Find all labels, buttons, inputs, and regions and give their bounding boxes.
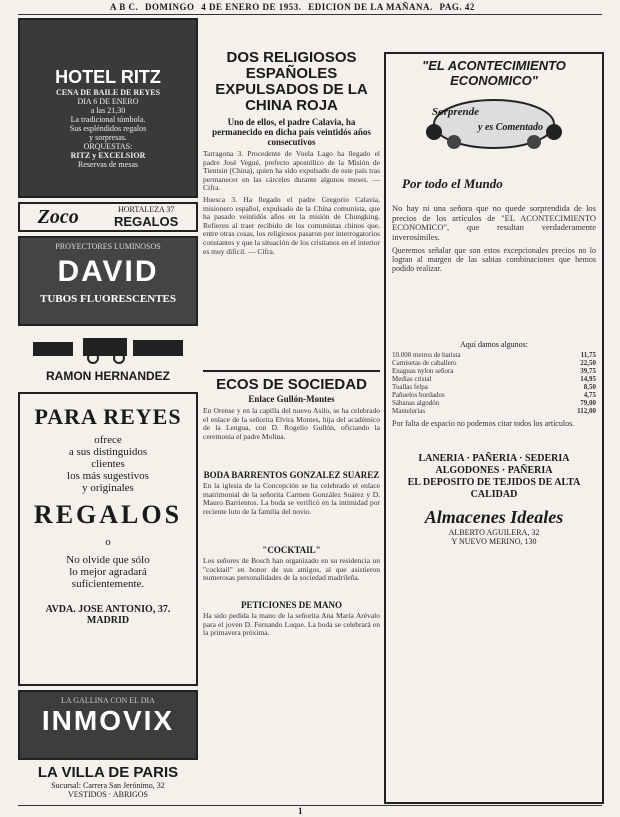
hotel-event: CENA DE BAILE DE REYES bbox=[55, 88, 161, 97]
ad-body: No hay ni una señora que no quede sorprendida de los precios de los artículos de "EL ACONTECIMIENTO ECONOMICO", que resultan verdaderamente inverosímiles. bbox=[392, 203, 596, 242]
zoco-brand: Zoco bbox=[37, 205, 79, 228]
reyes-line: lo mejor agradará bbox=[69, 566, 147, 578]
hotel-ritz-ad bbox=[18, 18, 198, 198]
article1-paragraph: Tarragona 3. Procedente de Vuela Lago ha llegado el padre José Vegué, prefecto apostólico de la Misión de Tientsin (China), quien ha sido expulsado de este país tras permanecer en las cárceles durante algunos meses. — Cifra. bbox=[203, 149, 380, 193]
footer-rule bbox=[18, 805, 602, 806]
hotel-date: DIA 6 DE ENERO bbox=[77, 97, 139, 106]
price-row bbox=[392, 367, 596, 375]
reyes-line: y originales bbox=[82, 482, 134, 494]
price-item-value: 8,50 bbox=[583, 383, 596, 391]
reyes-title: PARA REYES bbox=[34, 404, 182, 429]
price-row bbox=[392, 399, 596, 407]
store-address: Y NUEVO MERINO, 130 bbox=[451, 537, 537, 546]
store-name: Almacenes Ideales bbox=[424, 507, 564, 527]
inmovix-name: INMOVIX bbox=[41, 705, 175, 736]
reyes-line: ofrece bbox=[94, 434, 122, 446]
price-item-name: Sábanas algodón bbox=[392, 399, 440, 407]
header-day: DOMINGO bbox=[145, 2, 195, 12]
store-line: EL DEPOSITO DE TEJIDOS DE ALTA CALIDAD bbox=[407, 477, 581, 500]
article2-subhead: BODA BARRENTOS GONZALEZ SUAREZ bbox=[203, 469, 380, 480]
reyes-line: No olvide que sólo bbox=[66, 554, 150, 566]
price-item-value: 11,75 bbox=[580, 351, 596, 359]
left-ads-column bbox=[18, 18, 198, 799]
price-item-name: Toallas felpa bbox=[392, 383, 428, 391]
david-bottom: TUBOS FLUORESCENTES bbox=[39, 293, 176, 305]
david-ad bbox=[18, 236, 198, 326]
hotel-line: Reservas de mesas bbox=[78, 160, 138, 169]
reyes-line: clientes bbox=[91, 458, 125, 470]
price-item-value: 112,00 bbox=[577, 407, 596, 415]
ad-title: "EL ACONTECIMIENTO ECONOMICO" bbox=[422, 58, 566, 88]
price-item-name: Enaguas nylon señora bbox=[392, 367, 454, 375]
store-line: LANERIA · PAÑERIA · SEDERIA bbox=[418, 453, 570, 464]
page-mark: 1 bbox=[298, 806, 303, 816]
ad-body-intro: Aquí damos algunos: bbox=[460, 340, 528, 349]
hotel-time: a las 21,30 bbox=[90, 106, 126, 115]
villa-name: LA VILLA DE PARIS bbox=[37, 764, 179, 781]
zoco-address: HORTALEZA 37 bbox=[117, 205, 175, 214]
news-column bbox=[203, 50, 380, 712]
article2-paragraph: Los señores de Bosch han organizado en su residencia un "cocktail" en honor de sus amigos, al que asistieron numerosas personalidades de la sociedad madrileña. bbox=[203, 556, 380, 583]
reyes-line: a sus distinguidos bbox=[68, 446, 148, 458]
reyes-line: suficientemente. bbox=[71, 578, 145, 590]
price-item-value: 79,00 bbox=[580, 399, 596, 407]
banner-mundo: Por todo el Mundo bbox=[402, 176, 503, 191]
villa-paris-ad bbox=[18, 764, 198, 799]
price-row bbox=[392, 383, 596, 391]
header-date: 4 DE ENERO DE 1953. bbox=[201, 2, 302, 12]
price-item-name: Medias cristal bbox=[392, 375, 432, 383]
header-rule bbox=[18, 14, 602, 15]
inmovix-top: LA GALLINA CON EL DIA bbox=[61, 696, 155, 705]
price-item-name: Camisetas de caballero bbox=[392, 359, 457, 367]
hotel-line: Sus espléndidos regalos bbox=[69, 124, 147, 133]
price-item-name: Mantelerías bbox=[392, 407, 426, 415]
page-header bbox=[110, 2, 530, 12]
reyes-address: AVDA. JOSE ANTONIO, 37. bbox=[45, 604, 171, 615]
price-row bbox=[392, 359, 596, 367]
ad-banner bbox=[392, 92, 596, 200]
zoco-tag: REGALOS bbox=[114, 214, 179, 229]
store-line: ALGODONES · PAÑERIA bbox=[435, 465, 553, 476]
article-divider bbox=[203, 370, 380, 372]
villa-address: Sucursal: Carrera San Jerónimo, 32 bbox=[51, 781, 165, 790]
price-list bbox=[392, 351, 596, 415]
banner-comentado: y es Comentado bbox=[478, 122, 543, 133]
ad-body: Queremos señalar que son estos excepcionales precios no lo logran al margen de las sabias combinaciones que hemos podido realizar. bbox=[392, 246, 596, 273]
price-item-name: 10.000 metros de batista bbox=[392, 351, 461, 359]
villa-goods: VESTIDOS · ABRIGOS bbox=[67, 790, 148, 799]
price-row bbox=[392, 407, 596, 415]
para-reyes-ad bbox=[18, 392, 198, 686]
david-name: DAVID bbox=[57, 255, 159, 288]
carriage-illustration bbox=[23, 330, 193, 364]
store-address: ALBERTO AGUILERA, 32 bbox=[448, 528, 540, 537]
article2-paragraph: Ha sido pedida la mano de la señorita Ana María Arévalo para el joven D. Fernando Luque. La boda se celebrará en la primavera próxima. bbox=[203, 611, 380, 638]
reyes-line: los más sugestivos bbox=[67, 470, 149, 482]
header-page: PAG. 42 bbox=[439, 2, 475, 12]
article2-subhead: "COCKTAIL" bbox=[262, 544, 321, 555]
price-item-value: 4,75 bbox=[583, 391, 596, 399]
hotel-name: HOTEL RITZ bbox=[55, 67, 161, 87]
store-lines bbox=[392, 453, 596, 501]
price-item-value: 22,50 bbox=[580, 359, 596, 367]
banner-sorprende: Sorprende bbox=[432, 106, 480, 118]
acontecimiento-ad bbox=[384, 52, 604, 804]
price-item-value: 39,75 bbox=[580, 367, 596, 375]
price-row bbox=[392, 375, 596, 383]
ramon-hernandez-ad bbox=[18, 330, 198, 388]
article1-paragraph: Huesca 3. Ha llegado el padre Gregorio Calavia, misionero español, expulsado de la China comunista, que ha pasado veintidós años en la misión de Chungking. Refieren al traer recibido de los comunistas chinos que, entre otras cosas, los religiosos pasaron por interrogatorios constantes y que la situación de los cristianos en el interior es muy difícil. — Cifra. bbox=[203, 195, 380, 256]
article1-title: DOS RELIGIOSOS ESPAÑOLES EXPULSADOS DE LA CHINA ROJA bbox=[215, 49, 368, 114]
article2-subhead: PETICIONES DE MANO bbox=[240, 599, 342, 610]
article1-subtitle: Uno de ellos, el padre Calavia, ha permanecido en dicha país veintidós años consecutivos bbox=[212, 117, 371, 147]
paper-name: A B C. bbox=[110, 2, 139, 12]
article2-title: ECOS DE SOCIEDAD bbox=[216, 375, 367, 393]
article2-paragraph: En la iglesia de la Concepción se ha celebrado el enlace matrimonial de la señorita Carmen González Suárez y D. Mauro Barrientos. La boda se verificó en la intimidad por reciente luto de la familia del novio. bbox=[203, 481, 380, 516]
reyes-line: o bbox=[105, 536, 111, 548]
ramon-name: RAMON HERNANDEZ bbox=[46, 369, 170, 383]
hotel-line: y sorpresas. bbox=[89, 133, 127, 142]
price-row bbox=[392, 351, 596, 359]
article2-paragraph: En Orense y en la capilla del nuevo Asilo, se ha celebrado el enlace de la señorita Elvira Montes, hija del académico de la Lengua, con D. Rogelio Gullón, oficiando la ceremonia el padre Molina. bbox=[203, 406, 380, 441]
price-row bbox=[392, 391, 596, 399]
inmovix-ad bbox=[18, 690, 198, 760]
article2-subtitle: Enlace Gullón-Montes bbox=[248, 393, 335, 404]
hotel-line: ORQUESTAS: bbox=[83, 142, 133, 151]
ad-body: Por falta de espacio no podemos citar todos los artículos. bbox=[392, 419, 575, 428]
david-top: PROYECTORES LUMINOSOS bbox=[55, 242, 161, 251]
header-edition: EDICION DE LA MAÑANA. bbox=[308, 2, 433, 12]
price-item-name: Pañuelos bordados bbox=[392, 391, 445, 399]
reyes-gift: REGALOS bbox=[33, 500, 183, 529]
reyes-city: MADRID bbox=[86, 615, 130, 626]
hotel-orchestras: RITZ y EXCELSIOR bbox=[70, 151, 146, 160]
hotel-line: La tradicional tómbola. bbox=[70, 115, 146, 124]
price-item-value: 14,95 bbox=[580, 375, 596, 383]
zoco-ad bbox=[18, 202, 198, 232]
